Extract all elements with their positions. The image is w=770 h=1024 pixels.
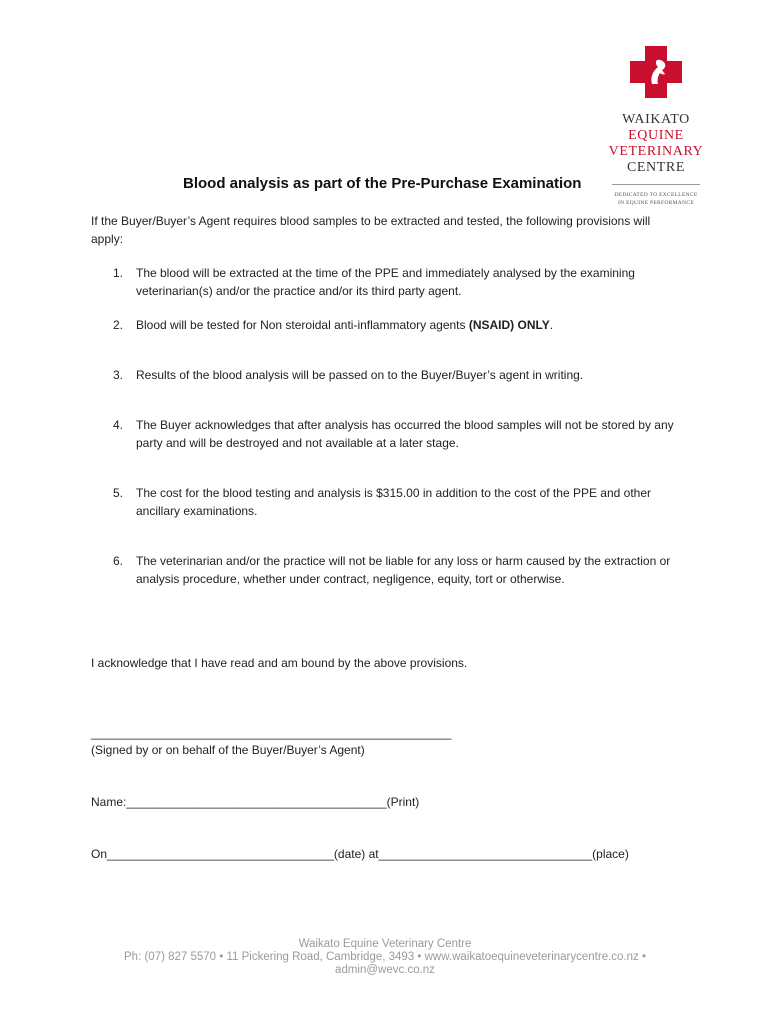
- footer: [100, 938, 670, 977]
- list-item-number: 2.: [113, 318, 124, 332]
- footer-email: admin@wevc.co.nz: [335, 964, 435, 976]
- list-item-bold-text: (NSAID) ONLY: [468, 318, 550, 332]
- logo-line-3: VETERINARY: [608, 144, 704, 159]
- list-item-text: [136, 316, 686, 334]
- list-item-text: The blood will be extracted at the time of the PPE and immediately analysed by the examining veterinarian(s) and/or the practice and/or its third party agent.: [136, 266, 635, 298]
- list-item-number: 5.: [113, 486, 124, 500]
- list-item-number: 4.: [113, 418, 124, 432]
- intro-paragraph: If the Buyer/Buyer’s Agent requires blood samples to be extracted and tested, the following provisions will apply:: [91, 214, 651, 246]
- name-field[interactable]: Name:_______________________________________(Print): [91, 795, 420, 809]
- signature-label: (Signed by or on behalf of the Buyer/Buyer’s Agent): [91, 743, 365, 757]
- red-cross-horse-icon: [628, 44, 684, 100]
- logo-tagline-2: IN EQUINE PERFORMANCE: [618, 200, 694, 206]
- date-place-field[interactable]: On__________________________________(date) at________________________________(place): [91, 847, 629, 861]
- list-item-text-pre: Blood will be tested for Non steroidal anti-inflammatory agents: [136, 318, 469, 332]
- logo-divider: [612, 184, 700, 185]
- list-item-text-post: .: [549, 318, 554, 332]
- list-item-text: Results of the blood analysis will be passed on to the Buyer/Buyer’s agent in writing.: [136, 368, 584, 382]
- logo-line-1: WAIKATO: [622, 112, 690, 127]
- list-item-number: 1.: [113, 266, 124, 280]
- list-item-text: The cost for the blood testing and analysis is $315.00 in addition to the cost of the PPE and other ancillary examinations.: [136, 486, 651, 518]
- logo: [605, 44, 707, 207]
- list-item-text: The Buyer acknowledges that after analysis has occurred the blood samples will not be stored by any party and will be destroyed and not available at a later stage.: [136, 418, 674, 450]
- acknowledgement-text: I acknowledge that I have read and am bound by the above provisions.: [91, 656, 468, 670]
- footer-contact: Ph: (07) 827 5570 • 11 Pickering Road, Cambridge, 3493 • www.waikatoequineveterinarycentre.co.nz •: [124, 951, 646, 963]
- logo-line-2: EQUINE: [628, 128, 684, 143]
- list-item-text: The veterinarian and/or the practice will not be liable for any loss or harm caused by the extraction or analysis procedure, whether under contract, negligence, equity, tort or otherwise.: [136, 554, 671, 586]
- list-item-number: 3.: [113, 368, 124, 382]
- logo-line-4: CENTRE: [626, 160, 686, 175]
- signature-field[interactable]: ______________________________________________________: [91, 726, 452, 740]
- footer-org-name: Waikato Equine Veterinary Centre: [298, 938, 472, 950]
- list-item-number: 6.: [113, 554, 124, 568]
- page-title: Blood analysis as part of the Pre-Purchase Examination: [183, 175, 582, 192]
- logo-tagline-1: DEDICATED TO EXCELLENCE: [614, 192, 698, 198]
